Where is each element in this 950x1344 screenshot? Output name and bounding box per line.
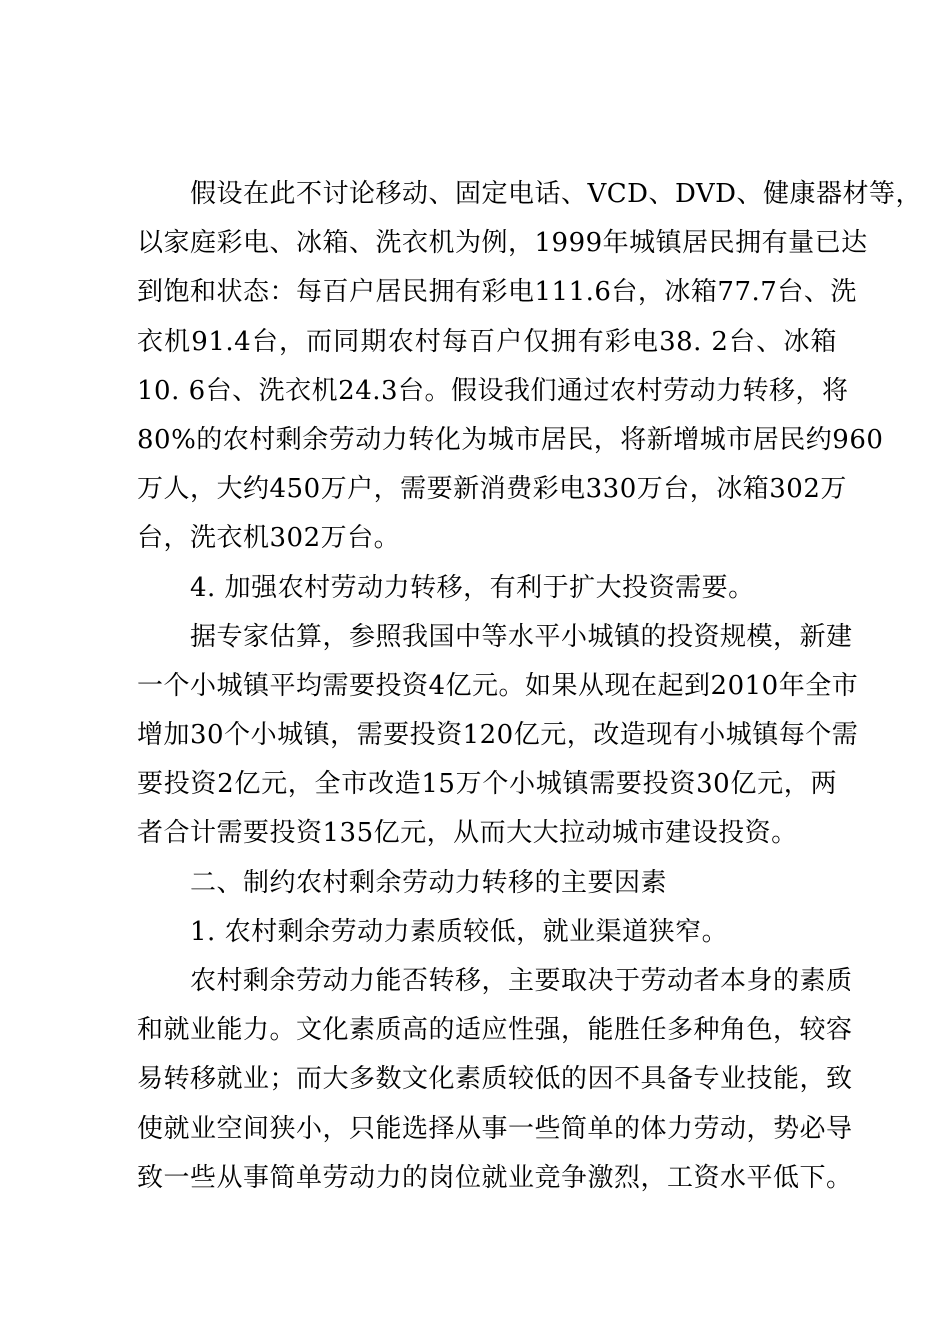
text-line: 万人，大约450万户，需要新消费彩电330万台，冰箱302万 — [137, 474, 847, 505]
text-line: 据专家估算，参照我国中等水平小城镇的投资规模，新建 — [137, 621, 853, 652]
text-line: 致一些从事简单劳动力的岗位就业竞争激烈，工资水平低下。 — [137, 1162, 853, 1193]
text-line: 10. 6台、洗衣机24.3台。假设我们通过农村劳动力转移，将 — [137, 375, 849, 406]
text-line: 使就业空间狭小，只能选择从事一些简单的体力劳动，势必导 — [137, 1113, 853, 1144]
text-line: 一个小城镇平均需要投资4亿元。如果从现在起到2010年全市 — [137, 670, 859, 701]
text-line: 农村剩余劳动力能否转移，主要取决于劳动者本身的素质 — [137, 966, 853, 996]
text-line: 衣机91.4台，而同期农村每百户仅拥有彩电38. 2台、冰箱 — [137, 326, 837, 357]
text-line: 台，洗衣机302万台。 — [137, 523, 401, 554]
body-text — [137, 170, 923, 1203]
text-line: 以家庭彩电、冰箱、洗衣机为例，1999年城镇居民拥有量已达 — [137, 228, 868, 259]
text-line: 到饱和状态：每百户居民拥有彩电111.6台，冰箱77.7台、洗 — [137, 277, 857, 308]
text-line: 和就业能力。文化素质高的适应性强，能胜任多种角色，较容 — [137, 1015, 853, 1046]
text-line: 要投资2亿元，全市改造15万个小城镇需要投资30亿元，两 — [137, 769, 837, 800]
text-line: 增加30个小城镇，需要投资120亿元，改造现有小城镇每个需 — [137, 720, 859, 751]
chapter-heading: 二、制约农村剩余劳动力转移的主要因素 — [137, 867, 668, 898]
text-line: 易转移就业；而大多数文化素质较低的因不具备专业技能，致 — [137, 1064, 853, 1095]
section-heading: 4. 加强农村劳动力转移，有利于扩大投资需要。 — [137, 572, 755, 603]
section-heading: 1. 农村剩余劳动力素质较低，就业渠道狭窄。 — [137, 916, 729, 947]
text-line: 80%的农村剩余劳动力转化为城市居民，将新增城市居民约960 — [137, 424, 884, 455]
text-line: 者合计需要投资135亿元，从而大大拉动城市建设投资。 — [137, 818, 798, 849]
text-line: 假设在此不讨论移动、固定电话、VCD、DVD、健康器材等， — [137, 179, 923, 209]
